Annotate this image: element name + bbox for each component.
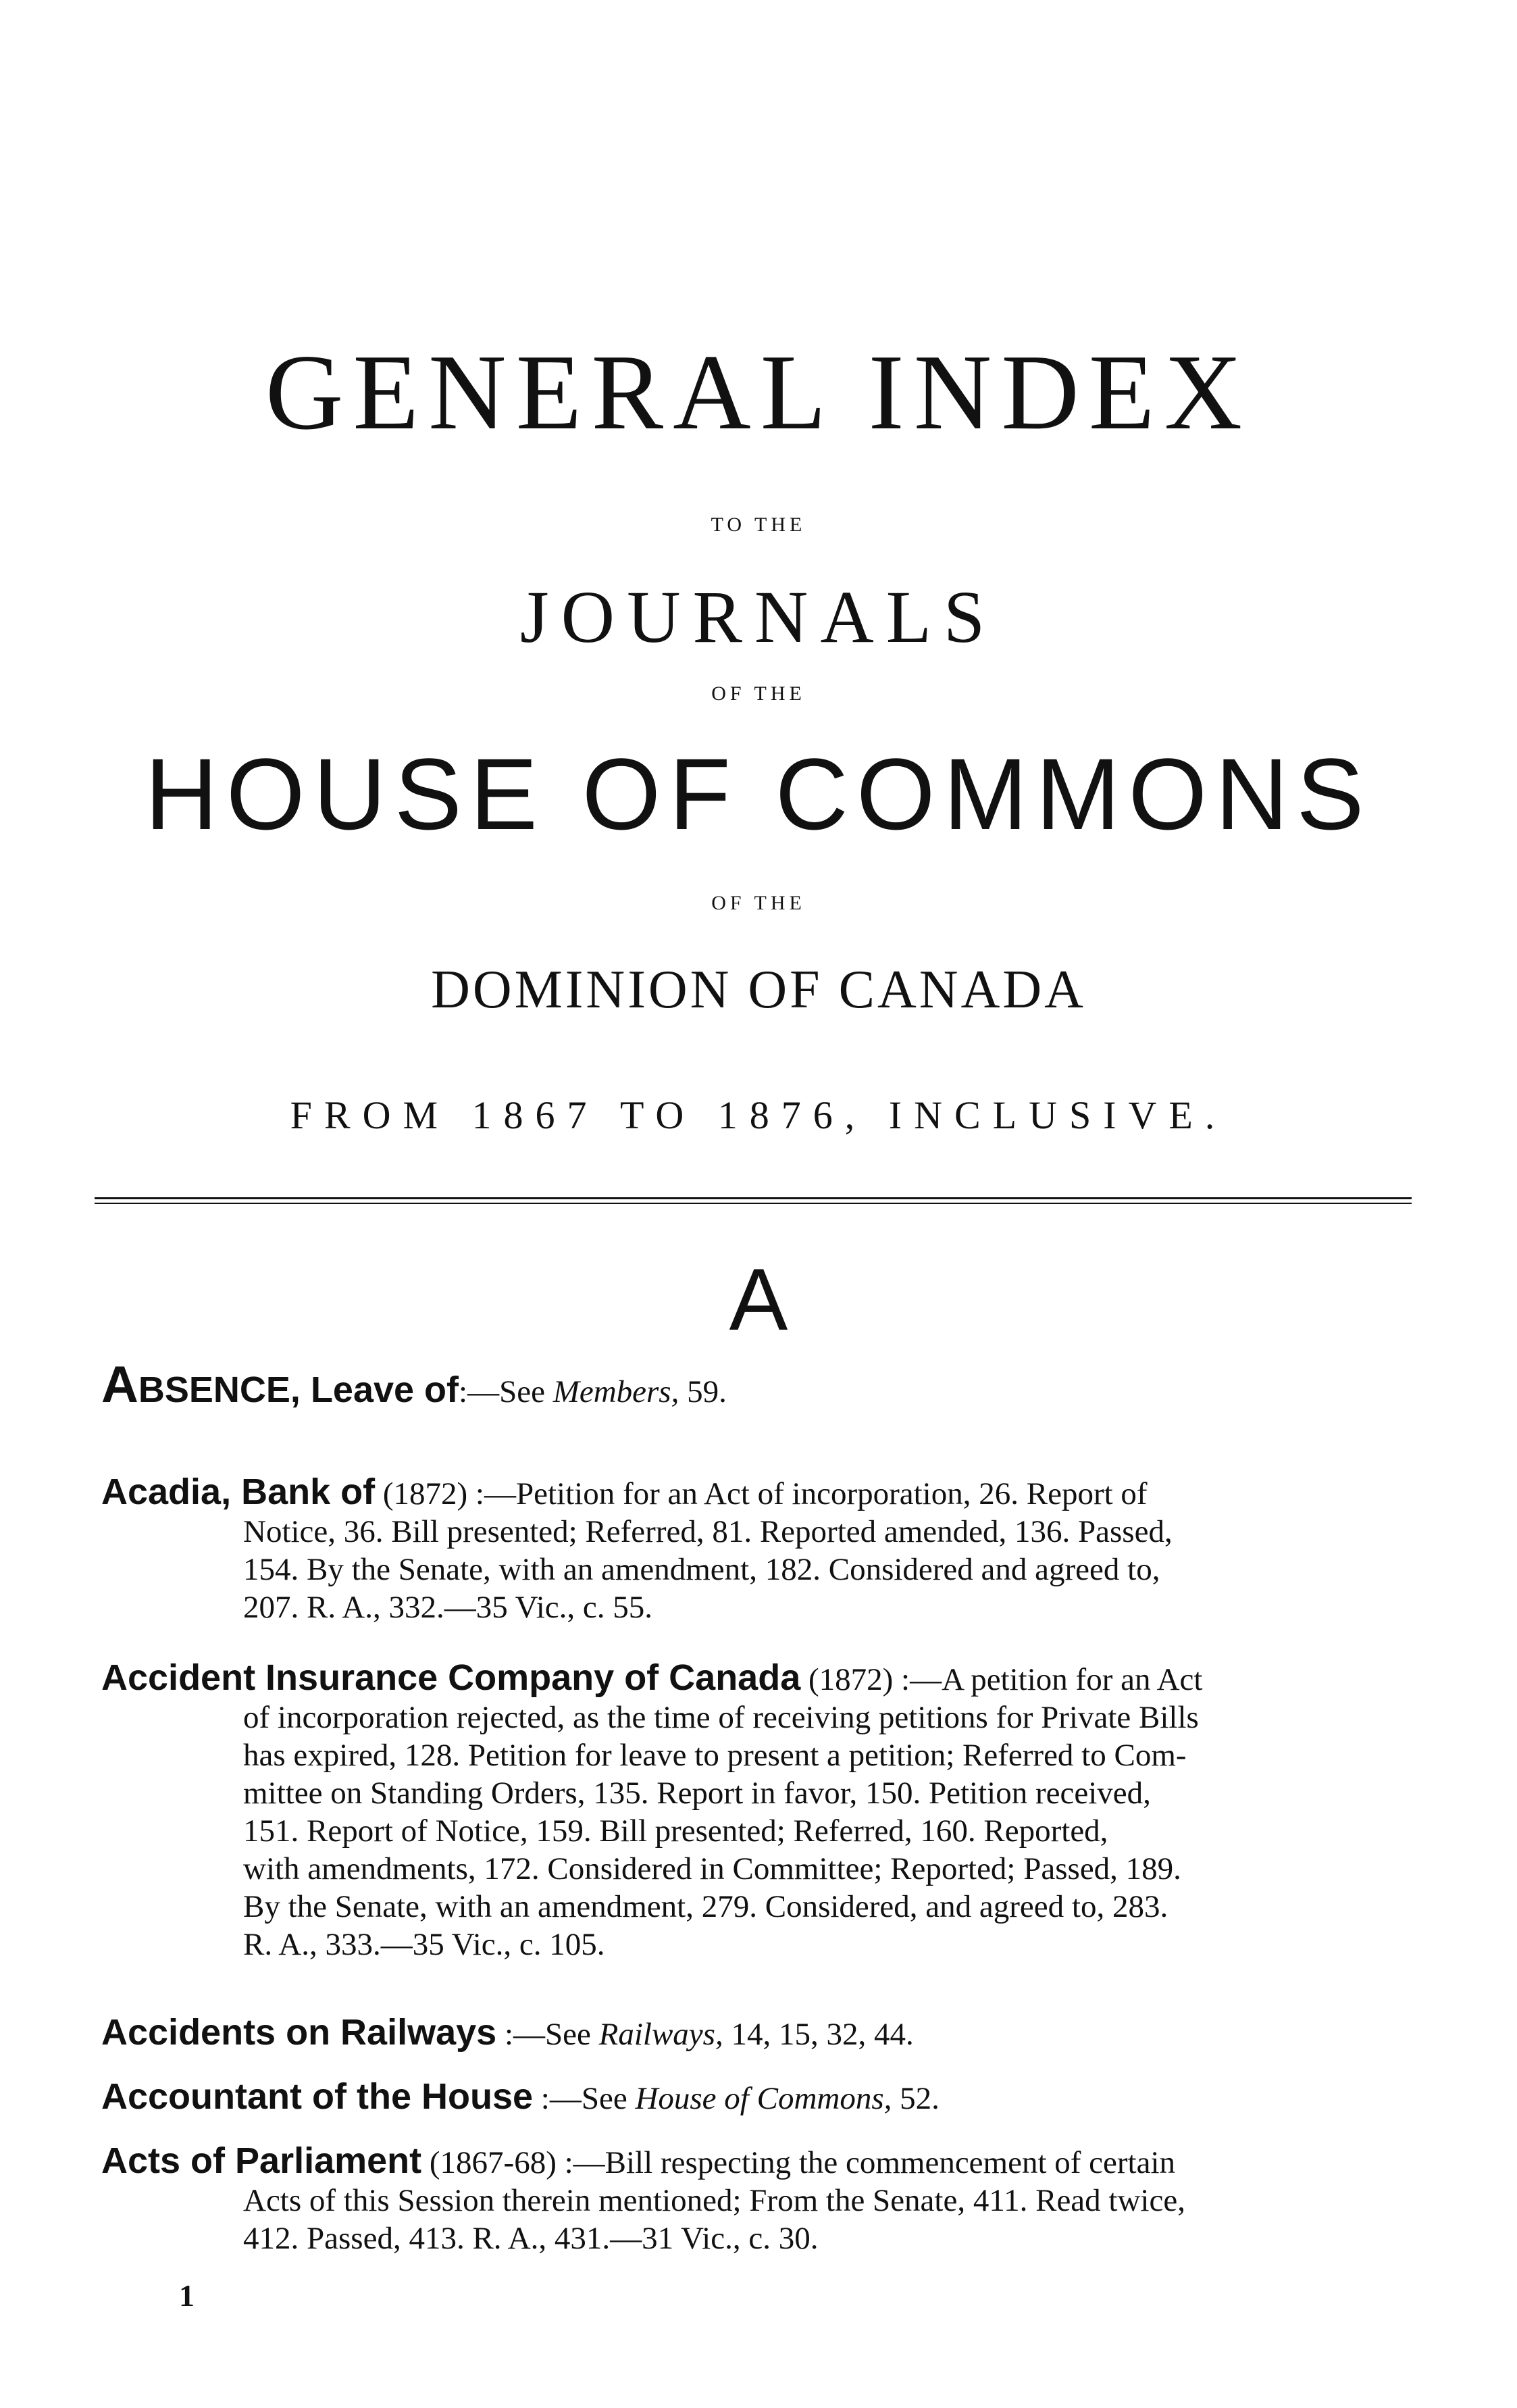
entry-heading: Accountant of the House [101,2076,534,2117]
entry-line: mittee on Standing Orders, 135. Report in favor, 150. Petition received, [243,1776,1151,1811]
entry-first-line [101,1356,1418,1413]
cross-reference: Railways, [598,2017,723,2052]
entry-heading-initial: A [101,1356,138,1413]
entry-page-ref: 52. [892,2081,940,2116]
dominion-heading: DOMINION OF CANADA [431,960,1086,1020]
entry-page-ref: 14, 15, 32, 44. [723,2017,914,2052]
page-number: 1 [179,2278,195,2313]
entry-line: By the Senate, with an amendment, 279. Considered, and agreed to, 283. [243,1889,1168,1924]
index-entry-acts-of-parliament [101,2142,1418,2257]
entry-line: of incorporation rejected, as the time of receiving petitions for Private Bills [243,1700,1199,1735]
subtitle-of-the-2: OF THE [711,892,806,914]
section-letter: A [729,1250,788,1349]
journals-heading: JOURNALS [519,576,998,658]
divider-rule [95,1197,1412,1199]
entry-text: :—See [459,1374,553,1409]
index-entry-acadia-bank [101,1473,1418,1626]
divider-rule-2 [95,1203,1412,1204]
house-heading: HOUSE OF COMMONS [145,737,1372,851]
entry-heading [101,1356,459,1413]
entry-heading: Accidents on Railways [101,2012,497,2053]
entry-text: (1872) :—Petition for an Act of incorporation, 26. Report of [375,1476,1148,1511]
index-entry-accident-insurance [101,1659,1418,1963]
index-entry-accidents-railways [101,2013,1418,2053]
entry-heading: Accident Insurance Company of Canada [101,1657,801,1698]
entry-page-ref: 59. [679,1374,727,1409]
cross-reference: House of Commons, [635,2081,892,2116]
entry-text: :—See [533,2081,636,2116]
entry-text: (1867-68) :—Bill respecting the commencement of certain [421,2145,1176,2180]
entry-heading: Acadia, Bank of [101,1472,376,1512]
entry-first-line [101,1473,1418,1513]
entry-line: Notice, 36. Bill presented; Referred, 81. Reported amended, 136. Passed, [243,1514,1173,1549]
entry-text: (1872) :—A petition for an Act [800,1662,1203,1697]
subtitle-to-the: TO THE [711,513,806,536]
entry-line: 412. Passed, 413. R. A., 431.—31 Vic., c. 30. [243,2221,819,2256]
entry-line: 151. Report of Notice, 159. Bill presented; Referred, 160. Reported, [243,1813,1108,1849]
entry-first-line [101,1659,1418,1699]
entry-line: 154. By the Senate, with an amendment, 182. Considered and agreed to, [243,1552,1160,1587]
index-entry-absence [101,1356,1418,1413]
entry-first-line [101,2142,1418,2182]
entry-first-line [101,2078,1418,2117]
cross-reference: Members, [552,1374,679,1409]
entry-heading-rest: BSENCE, Leave of [138,1370,459,1410]
index-entry-accountant [101,2078,1418,2117]
entry-first-line [101,2013,1418,2053]
entry-line: R. A., 333.—35 Vic., c. 105. [243,1927,605,1962]
index-title: GENERAL INDEX [265,332,1252,452]
entry-line: Acts of this Session therein mentioned; From the Senate, 411. Read twice, [243,2183,1185,2218]
entry-line: 207. R. A., 332.—35 Vic., c. 55. [243,1590,652,1625]
entry-heading: Acts of Parliament [101,2140,422,2181]
entry-text: :—See [496,2017,599,2052]
entry-line: has expired, 128. Petition for leave to present a petition; Referred to Com- [243,1738,1187,1773]
subtitle-of-the: OF THE [711,682,806,705]
period-heading: FROM 1867 TO 1876, INCLUSIVE. [290,1093,1227,1137]
entry-line: with amendments, 172. Considered in Committee; Reported; Passed, 189. [243,1851,1181,1886]
